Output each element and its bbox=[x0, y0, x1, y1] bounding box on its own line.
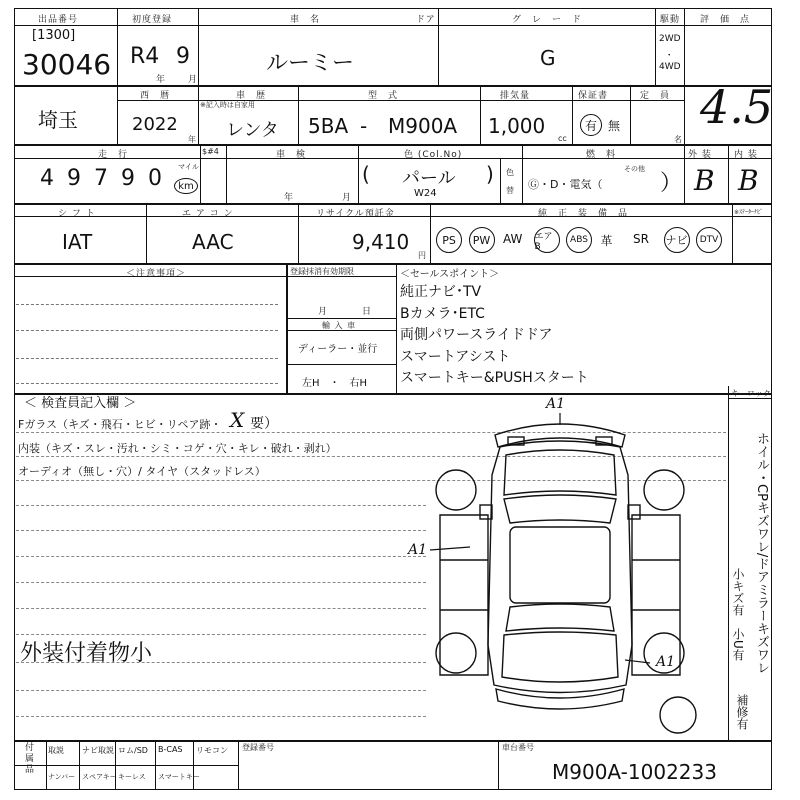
equipment-item: エアB bbox=[534, 227, 560, 253]
warranty-no: 無 bbox=[608, 119, 621, 133]
warranty-label: 保証書 bbox=[578, 91, 609, 101]
glass-mark: X bbox=[230, 408, 245, 432]
equipment-item: PW bbox=[469, 227, 495, 253]
cc-unit: cc bbox=[558, 134, 567, 143]
grade: G bbox=[540, 46, 556, 70]
score-label: 評 価 点 bbox=[700, 15, 751, 25]
inspection-label: 車 検 bbox=[276, 150, 307, 160]
recycle-deposit: 9,410 bbox=[352, 230, 410, 254]
yen-unit: 円 bbox=[418, 251, 426, 260]
score: 4.5 bbox=[700, 80, 774, 134]
mileage-digit: 9 bbox=[67, 166, 81, 191]
sfi-label: $#4 bbox=[202, 147, 219, 156]
accessory-item: スペアキー bbox=[82, 773, 117, 781]
spare-tire bbox=[660, 697, 696, 733]
front-bumper bbox=[495, 424, 625, 447]
model-dash: - bbox=[360, 114, 368, 138]
lot-label: 出品番号 bbox=[38, 15, 79, 25]
interior-grade: B bbox=[738, 164, 759, 197]
model-prefix: 5BA bbox=[308, 114, 349, 138]
wheel-front-right bbox=[644, 470, 684, 510]
vertical-note-1: ホイル・CPキズワレ/ドアミラーキズワレ bbox=[754, 432, 769, 675]
accessory-item: ナビ取説 bbox=[82, 746, 114, 755]
import-label: 輸 入 車 bbox=[322, 321, 357, 330]
mirror-right bbox=[628, 505, 640, 519]
sales-label: ＜セールスポイント＞ bbox=[400, 269, 500, 280]
drive-4wd: 4WD bbox=[659, 62, 681, 72]
accessory-item: B-CAS bbox=[158, 745, 183, 754]
roof bbox=[510, 527, 610, 603]
inspector-title: ＜ 検査員記入欄 ＞ bbox=[24, 396, 137, 411]
mile-label: マイル bbox=[178, 163, 199, 171]
fuel-options: Ⓖ・D・電気（ bbox=[528, 178, 603, 191]
warranty-yes: 有 bbox=[580, 114, 602, 136]
capacity-label: 定 員 bbox=[640, 91, 671, 101]
drive-label: 駆動 bbox=[660, 15, 681, 25]
windshield bbox=[504, 495, 616, 523]
km-unit: km bbox=[174, 178, 198, 194]
shift-label: シ フ ト bbox=[58, 209, 96, 219]
sales-point: 両側パワースライドドア bbox=[400, 327, 553, 343]
equipment-item: DTV bbox=[696, 227, 722, 253]
mileage-label: 走 行 bbox=[98, 150, 129, 160]
accessory-item: ナンバー bbox=[48, 773, 76, 781]
accessory-item: スマートキー bbox=[158, 773, 200, 781]
car-diagram bbox=[400, 395, 720, 740]
sales-point: Bカメラ･ETC bbox=[400, 305, 485, 322]
caution-label: ＜注意事項＞ bbox=[126, 269, 187, 279]
damage-mark-front: A1 bbox=[546, 396, 566, 412]
usage: レンタ bbox=[226, 120, 279, 141]
use-label: 車 歴 bbox=[236, 91, 267, 101]
keylock-label: キーロック bbox=[731, 389, 771, 398]
equip-label: 純 正 装 備 品 bbox=[538, 209, 629, 219]
lot-number: 30046 bbox=[22, 48, 112, 81]
lot-code: [1300] bbox=[32, 28, 76, 43]
accessory-item: ロム/SD bbox=[118, 746, 148, 755]
equipment-item: AW bbox=[503, 232, 523, 246]
first-reg-month: 9 bbox=[176, 44, 190, 69]
exterior-label: 外 装 bbox=[688, 150, 712, 160]
sales-point: 純正ナビ･TV bbox=[400, 284, 482, 300]
recycle-label: リサイクル預託金 bbox=[316, 209, 395, 219]
first-reg-label: 初度登録 bbox=[132, 15, 173, 25]
auction-sheet: 出品番号 [1300] 30046 初度登録 R4 9 年 月 車 名 ルーミー ドア グ レ ー ド G 駆動 2WD ･ 4WD 評 価 点 4.5 埼玉 西 暦 2022 年 車 歴 ※記入時は自家用 レンタ 型 式 5BA - M900A 排気量 1,000 cc 保証書 有 無 定 員 名 走 行 4 9 7 9 0 マイル km $#4 車 検 年 月 色 (Col.No) ( パール W24 ) 色替 燃 料 Ⓖ・D・電気（ その他 ） 外 装 B 内 装 B シ フ ト IAT エ ア コ ン AAC リサイクル預託金 9,410 円 純 正 装 備 品 ※ｽﾃｰﾀｰﾅﾋﾞ PS PW AW エアB ABS 革 SR ナビ DTV ＜注意事項＞ 登録抹消有効期限 月 日 輸 入 車 ディーラー・並行 左H ・ 右H ＜セールスポイント＞ 純正ナビ･TV Bカメラ･ETC 両側パワースライドドア スマートアシスト スマートキー&PUSHスタート ＜ 検査員記入欄 ＞ Fガラス（キズ・飛石・ヒビ・リペア跡・ X 要） 内装（キズ・スレ・汚れ・シミ・コゲ・穴・キレ・破れ・剥れ） オーディオ（無し・穴）/ タイヤ（スタッドレス） 外装付着物小 キーロック ホイル・CPキズワレ/ドアミラーキズワレ 小キズ有 小U有 補修有 A1 A1 A1 付属品 取説 ナビ取説 ロム/SD B-CAS リモコン ナンバー スペアキー キーレス スマートキー 登録番号 車台番号 M900A-1002233 bbox=[0, 0, 800, 800]
glass-required: 要） bbox=[250, 416, 278, 432]
hood bbox=[504, 450, 616, 495]
capacity-unit: 名 bbox=[674, 135, 683, 144]
inspection-year-unit: 年 bbox=[284, 193, 295, 203]
cc-label: 排気量 bbox=[500, 91, 531, 101]
interior-label: 内 装 bbox=[734, 150, 758, 160]
color-label: 色 (Col.No) bbox=[404, 150, 463, 160]
model: M900A bbox=[388, 114, 458, 138]
year-unit: 年 bbox=[156, 75, 167, 85]
reg-number-label: 登録番号 bbox=[242, 743, 274, 752]
door-label: ドア bbox=[416, 15, 436, 25]
vertical-note-3: 補修有 bbox=[735, 694, 749, 730]
deadline-month-unit: 月 bbox=[318, 307, 329, 317]
first-reg-era: R4 bbox=[130, 44, 160, 69]
vertical-note-2: 小キズ有 小U有 bbox=[731, 568, 745, 661]
handwritten-note: 外装付着物小 bbox=[20, 641, 153, 666]
year-label: 西 暦 bbox=[140, 91, 171, 101]
rear-gate bbox=[502, 632, 618, 682]
chassis-label: 車台番号 bbox=[502, 743, 534, 752]
mileage-digit: 7 bbox=[94, 166, 108, 191]
color-swap-label: 色替 bbox=[506, 168, 514, 195]
region: 埼玉 bbox=[38, 108, 78, 132]
left-side-panel bbox=[440, 515, 488, 675]
rear-window bbox=[506, 604, 614, 631]
mileage-digit: 0 bbox=[148, 166, 162, 191]
wheel-rear-left bbox=[436, 633, 476, 673]
deadline-day-unit: 日 bbox=[362, 307, 373, 317]
damage-mark-left: A1 bbox=[408, 542, 428, 558]
ac-label: エ ア コ ン bbox=[182, 209, 234, 219]
accessory-item: 取説 bbox=[48, 746, 64, 755]
equipment-item: ナビ bbox=[664, 227, 690, 253]
equipment-item: SR bbox=[633, 232, 649, 246]
displacement: 1,000 bbox=[488, 114, 546, 138]
fuel-close: ） bbox=[660, 171, 683, 196]
fuel-other-label: その他 bbox=[624, 165, 645, 173]
accessory-item: リモコン bbox=[196, 746, 228, 755]
exterior-grade: B bbox=[694, 164, 715, 197]
mileage-digit: 9 bbox=[121, 166, 135, 191]
dealer-parallel: ディーラー・並行 bbox=[298, 344, 378, 355]
wheel-front-left bbox=[436, 470, 476, 510]
sales-point: スマートキー&PUSHスタート bbox=[400, 370, 589, 386]
model-label: 型 式 bbox=[368, 91, 399, 101]
mirror-left bbox=[480, 505, 492, 519]
sales-point: スマートアシスト bbox=[400, 348, 511, 365]
right-side-panel bbox=[632, 515, 680, 675]
name-label: 車 名 bbox=[290, 15, 321, 25]
drive-2wd: 2WD bbox=[659, 34, 681, 44]
inspection-month-unit: 月 bbox=[342, 193, 353, 203]
equipment-item: PS bbox=[436, 227, 462, 253]
damage-mark-rear: A1 bbox=[656, 654, 676, 670]
equipment-item: ABS bbox=[566, 227, 592, 253]
car-name: ルーミー bbox=[266, 51, 355, 76]
shift: IAT bbox=[62, 230, 93, 254]
color: パール bbox=[402, 168, 456, 189]
year: 2022 bbox=[132, 114, 178, 135]
nav-extra-label: ※ｽﾃｰﾀｰﾅﾋﾞ bbox=[734, 209, 764, 216]
reg-deadline-label: 登録抹消有効期限 bbox=[290, 267, 354, 276]
glass-line: Fガラス（キズ・飛石・ヒビ・リペア跡・ bbox=[18, 418, 222, 431]
color-code: W24 bbox=[414, 188, 437, 199]
equipment-item: 革 bbox=[600, 234, 613, 248]
audio-line: オーディオ（無し・穴）/ タイヤ（スタッドレス） bbox=[18, 465, 266, 478]
grade-label: グ レ ー ド bbox=[512, 15, 583, 25]
interior-line: 内装（キズ・スレ・汚れ・シミ・コゲ・穴・キレ・破れ・剥れ） bbox=[18, 442, 337, 455]
use-sub: ※記入時は自家用 bbox=[200, 101, 255, 109]
chassis-number: M900A-1002233 bbox=[552, 760, 717, 784]
fuel-label: 燃 料 bbox=[586, 150, 617, 160]
mileage-digit: 4 bbox=[40, 166, 54, 191]
accessory-label: 付属品 bbox=[23, 742, 33, 775]
ac: AAC bbox=[192, 230, 234, 254]
steering-side: 左H ・ 右H bbox=[302, 378, 368, 389]
accessory-item: キーレス bbox=[118, 773, 146, 781]
month-unit: 月 bbox=[188, 75, 199, 85]
